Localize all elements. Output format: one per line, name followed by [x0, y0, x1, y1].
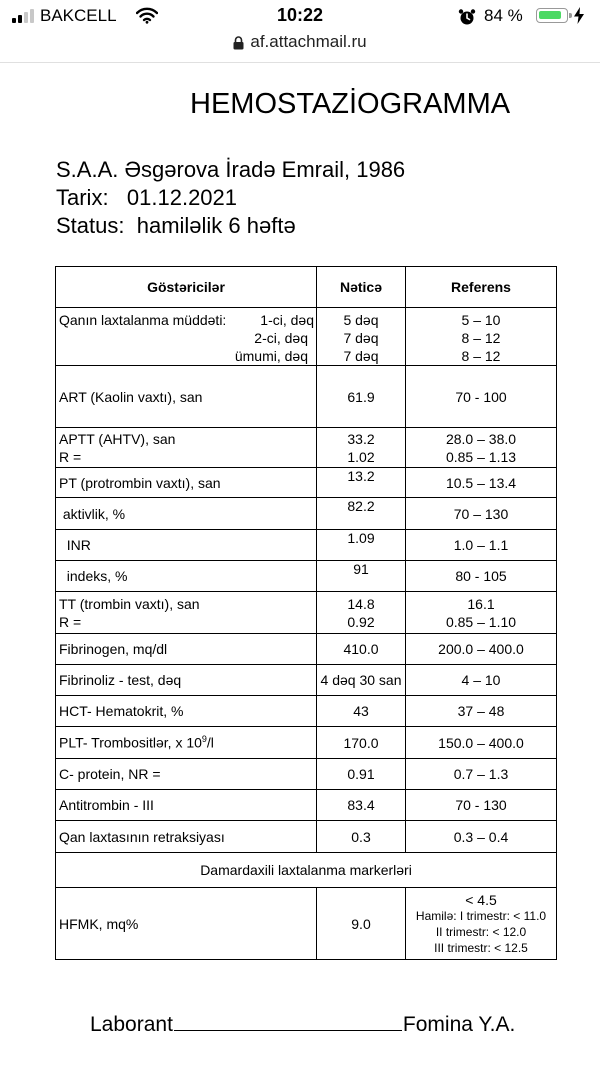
table-row: [56, 759, 557, 790]
clot-time-results: 5 dəq 7 dəq 7 dəq: [317, 308, 406, 366]
clot-time-cell: [56, 308, 317, 366]
row-label: ART (Kaolin vaxtı), san: [56, 366, 317, 428]
laborant-name: Fomina Y.A.: [402, 1013, 516, 1036]
table-row: [56, 428, 557, 468]
section-row: [56, 853, 557, 888]
row-reference: 4 – 10: [406, 665, 557, 696]
row-result: 14.8 0.92: [317, 592, 406, 634]
row-result: 0.3: [317, 821, 406, 853]
header-result: Nəticə: [317, 267, 406, 308]
clot-time-refs: 5 – 10 8 – 12 8 – 12: [406, 308, 557, 366]
clot-time-label: Qanın laxtalanma müddəti:: [59, 312, 227, 328]
date-value: 01.12.2021: [126, 185, 238, 210]
url-bar[interactable]: [0, 32, 600, 58]
lock-icon: [233, 36, 244, 50]
row-result: 33.2 1.02: [317, 428, 406, 468]
table-row: [56, 634, 557, 665]
row-result: 1.09: [317, 530, 406, 561]
row-label: indeks, %: [56, 561, 317, 592]
clock: 10:22: [276, 5, 324, 25]
status-line: [56, 213, 296, 239]
row-label: Qan laxtasının retraksiyası: [56, 821, 317, 853]
date-label: Tarix:: [56, 185, 109, 210]
hfmk-refs: < 4.5 Hamilə: I trimestr: < 11.0 II trimestr: < 12.0 III trimestr: < 12.5: [406, 888, 557, 960]
row-result: 410.0: [317, 634, 406, 665]
patient-name: S.A.A. Əsgərova İradə Emrail, 1986: [56, 157, 406, 182]
table-row: [56, 727, 557, 759]
laborant-label: Laborant: [90, 1013, 173, 1036]
table-row: [56, 530, 557, 561]
row-reference: 70 - 130: [406, 790, 557, 821]
clot-time-sub-1: 1-ci, dəq: [260, 312, 314, 328]
battery-percent: 84 %: [484, 6, 523, 25]
status-value: hamiləlik 6 həftə: [136, 213, 296, 238]
section-title: Damardaxili laxtalanma markerləri: [56, 853, 557, 888]
row-reference: 150.0 – 400.0: [406, 727, 557, 759]
row-reference: 70 - 100: [406, 366, 557, 428]
table-row: [56, 592, 557, 634]
row-label: TT (trombin vaxtı), san R =: [56, 592, 317, 634]
document-title: HEMOSTAZİOGRAMMA: [190, 88, 511, 120]
row-reference: 1.0 – 1.1: [406, 530, 557, 561]
row-reference: 16.1 0.85 – 1.10: [406, 592, 557, 634]
table-row: [56, 561, 557, 592]
row-result: 4 dəq 30 san: [317, 665, 406, 696]
row-result: 82.2: [317, 498, 406, 530]
alarm-icon: [458, 8, 476, 26]
table-row: [56, 888, 557, 960]
battery-icon: [536, 8, 568, 23]
clot-time-sub-3: ümumi, dəq: [234, 348, 308, 364]
row-label: INR: [56, 530, 317, 561]
row-label: PLT- Trombositlər, x $10^9/l$: [56, 727, 317, 759]
clot-time-sub-2: 2-ci, dəq: [254, 330, 308, 346]
charging-icon: [574, 7, 584, 24]
row-reference: 0.3 – 0.4: [406, 821, 557, 853]
row-result: 170.0: [317, 727, 406, 759]
row-label: Fibrinoliz - test, dəq: [56, 665, 317, 696]
row-result: 43: [317, 696, 406, 727]
row-reference: 37 – 48: [406, 696, 557, 727]
status-label: Status:: [56, 213, 125, 238]
header-indicators: Göstəricilər: [56, 267, 317, 308]
row-label: C- protein, NR =: [56, 759, 317, 790]
row-label: Antitrombin - III: [56, 790, 317, 821]
header-reference: Referens: [406, 267, 557, 308]
row-reference: 200.0 – 400.0: [406, 634, 557, 665]
table-row: [56, 821, 557, 853]
table-row: [56, 366, 557, 428]
row-result: 13.2: [317, 468, 406, 498]
row-reference: 28.0 – 38.0 0.85 – 1.13: [406, 428, 557, 468]
hfmk-result: 9.0: [317, 888, 406, 960]
carrier-name: BAKCELL: [40, 6, 117, 25]
signature-line: [90, 1012, 515, 1037]
table-row: [56, 665, 557, 696]
row-label: APTT (AHTV), san R =: [56, 428, 317, 468]
table-row: [56, 696, 557, 727]
row-result: 83.4: [317, 790, 406, 821]
row-label: PT (protrombin vaxtı), san: [56, 468, 317, 498]
divider: [0, 62, 600, 63]
table-row: [56, 790, 557, 821]
row-result: 0.91: [317, 759, 406, 790]
table-row: [56, 308, 557, 366]
row-label: Fibrinogen, mq/dl: [56, 634, 317, 665]
row-label: aktivlik, %: [56, 498, 317, 530]
status-bar: [0, 0, 600, 32]
row-reference: 70 – 130: [406, 498, 557, 530]
hfmk-label: HFMK, mq%: [56, 888, 317, 960]
row-result: 61.9: [317, 366, 406, 428]
row-reference: 10.5 – 13.4: [406, 468, 557, 498]
url-text: af.attachmail.ru: [250, 32, 367, 51]
row-label: HCT- Hematokrit, %: [56, 696, 317, 727]
results-table: [55, 266, 557, 960]
date-line: [56, 185, 237, 211]
row-reference: 0.7 – 1.3: [406, 759, 557, 790]
signature-blank: [174, 1012, 402, 1031]
battery-fill: [539, 11, 561, 19]
table-row: [56, 498, 557, 530]
table-header: [56, 267, 557, 308]
row-result: 91: [317, 561, 406, 592]
row-reference: 80 - 105: [406, 561, 557, 592]
table-row: [56, 468, 557, 498]
